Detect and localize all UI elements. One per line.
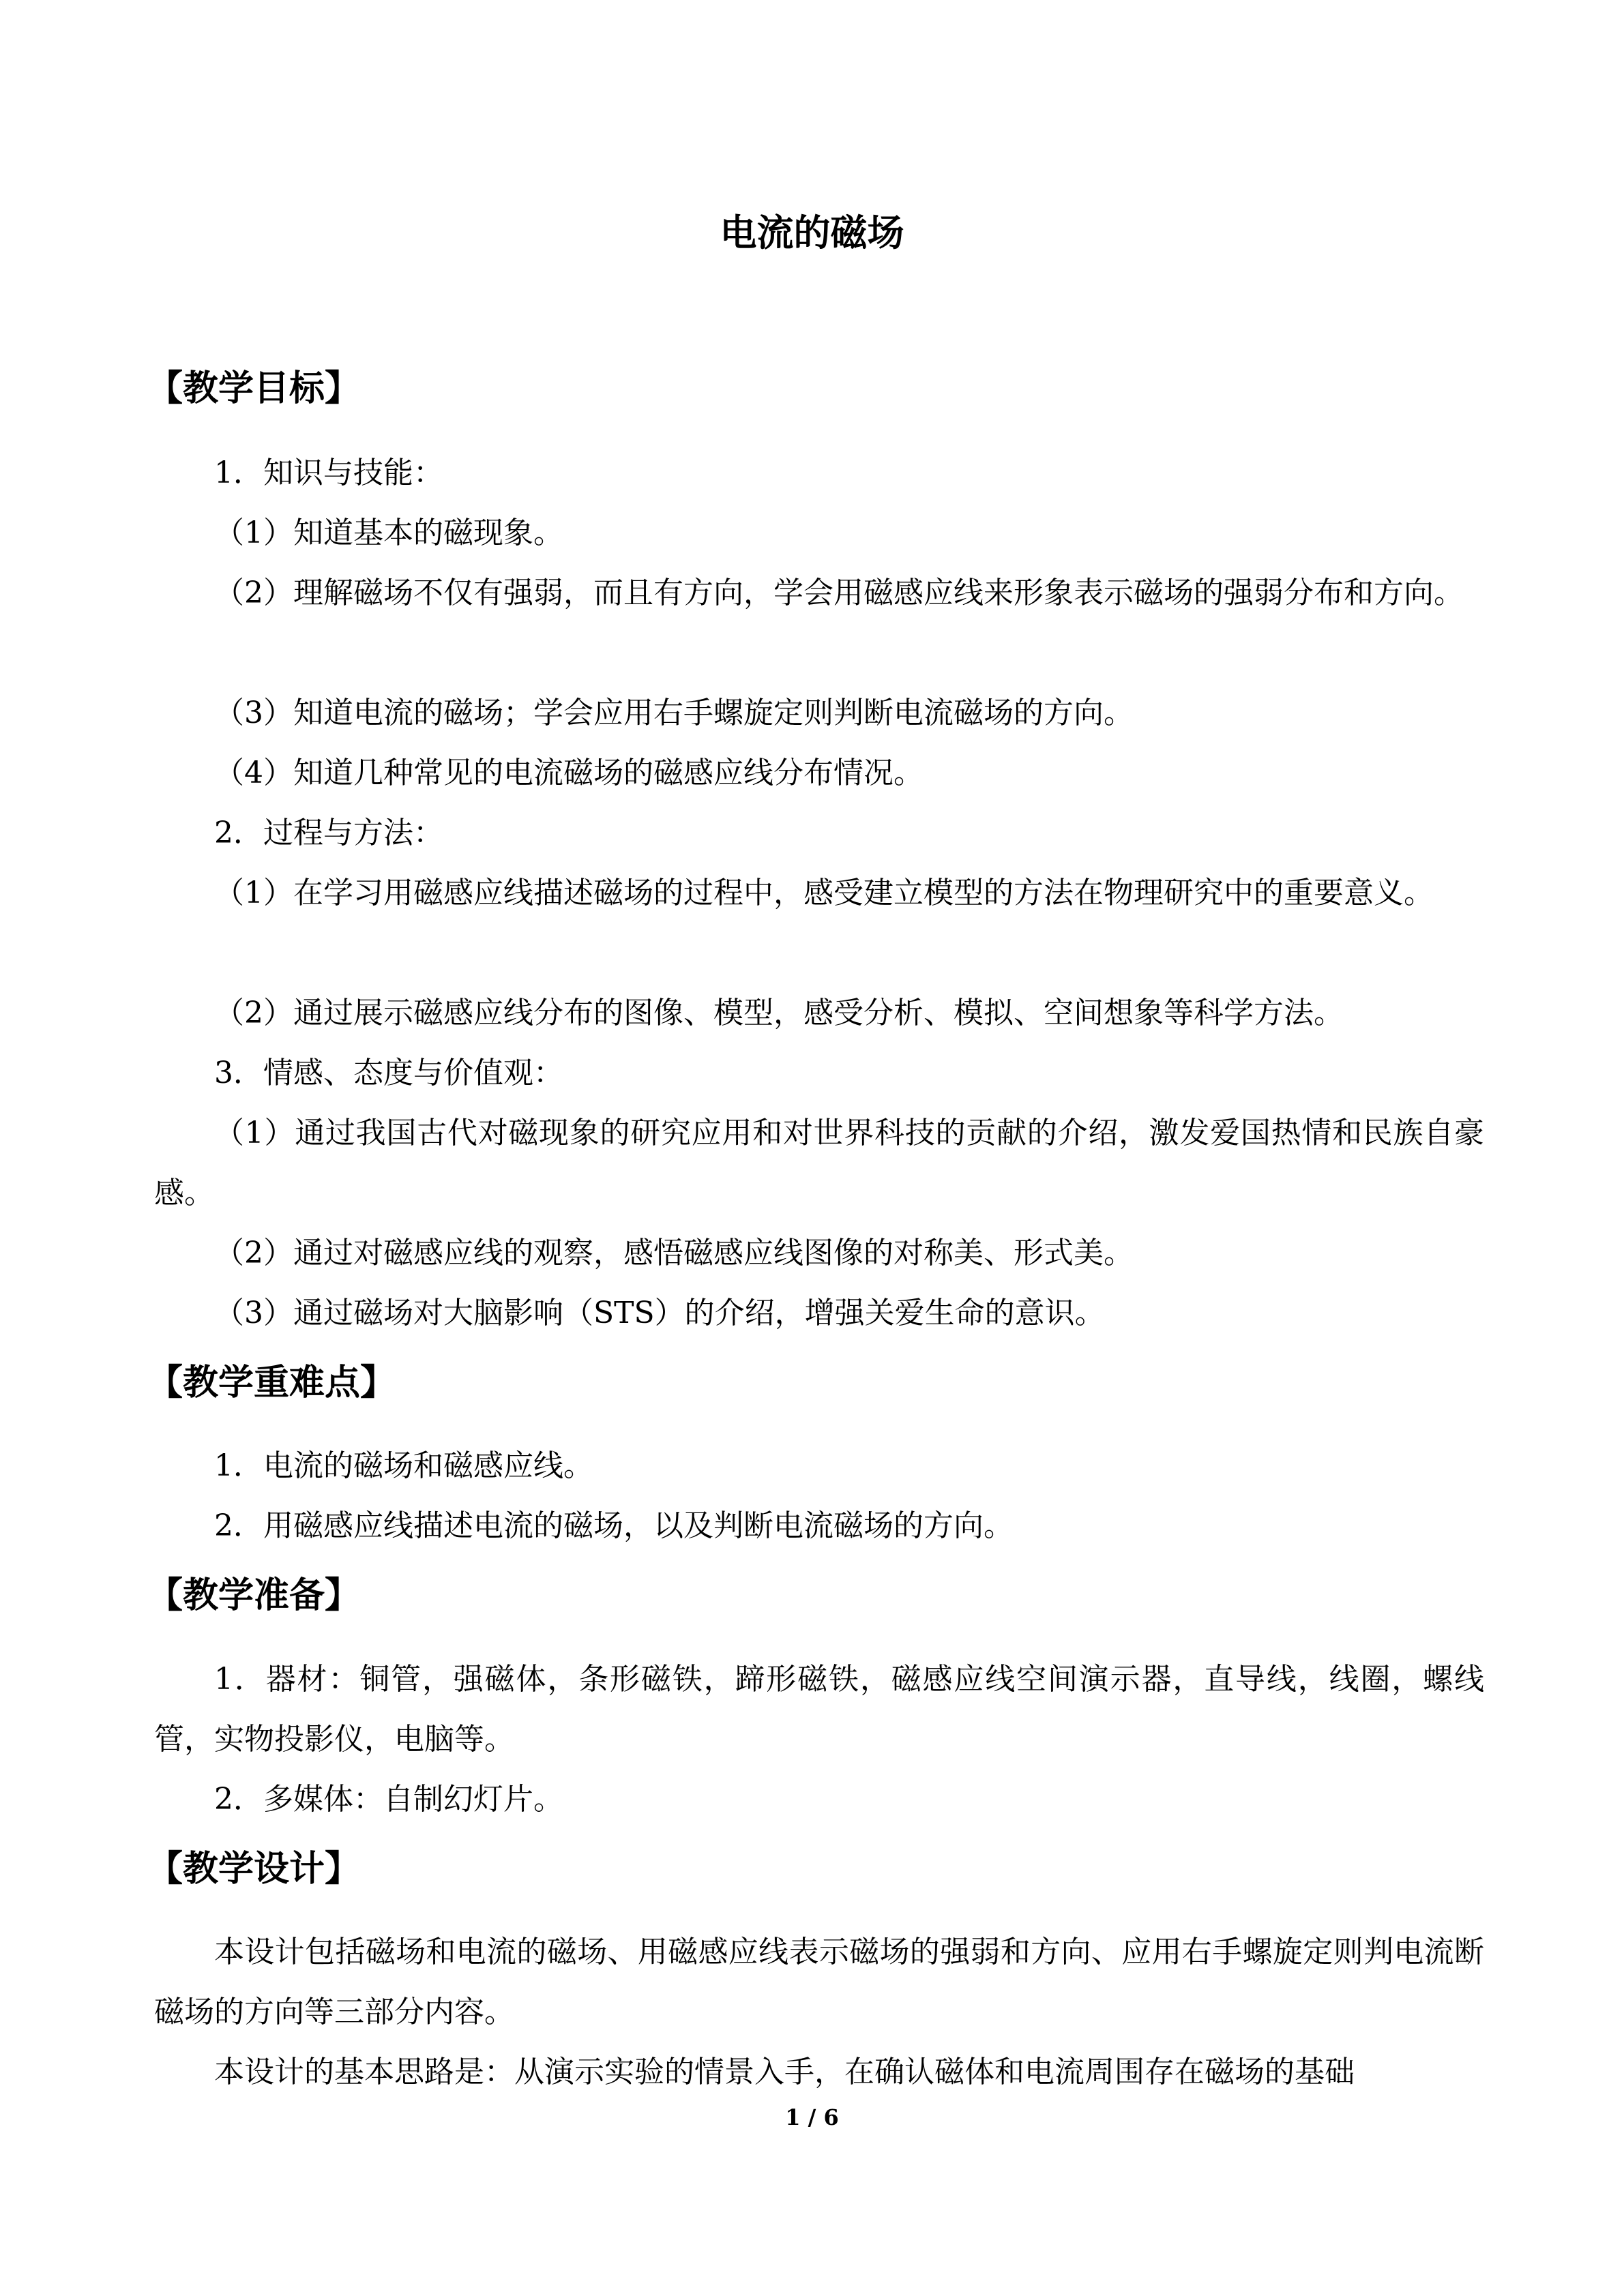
paragraph: 2．过程与方法： xyxy=(214,816,443,850)
paragraph: 本设计的基本思路是：从演示实验的情景入手，在确认磁体和电流周围存在磁场的基础 xyxy=(214,2055,1355,2089)
paragraph: （3）通过磁场对大脑影响（STS）的介绍，增强关爱生命的意识。 xyxy=(214,1296,1105,1330)
paragraph: 3．情感、态度与价值观： xyxy=(214,1056,563,1090)
paragraph: 1．器材：铜管，强磁体，条形磁铁，蹄形磁铁，磁感应线空间演示器，直导线，线圈，螺线管，实物投影仪，电脑等。 xyxy=(154,1662,1484,1757)
paragraph: 本设计包括磁场和电流的磁场、用磁感应线表示磁场的强弱和方向、应用右手螺旋定则判电流断磁场的方向等三部分内容。 xyxy=(154,1935,1484,2029)
paragraph: 2．用磁感应线描述电流的磁场，以及判断电流磁场的方向。 xyxy=(214,1508,1014,1543)
section-heading-objectives: 【教学目标】 xyxy=(147,368,361,409)
section-heading-design: 【教学设计】 xyxy=(147,1848,361,1890)
section-heading-key-points: 【教学重难点】 xyxy=(147,1362,396,1403)
paragraph: （2）通过展示磁感应线分布的图像、模型，感受分析、模拟、空间想象等科学方法。 xyxy=(214,996,1344,1030)
paragraph: 2．多媒体：自制幻灯片。 xyxy=(214,1782,563,1817)
document-title: 电流的磁场 xyxy=(720,211,904,254)
paragraph: 1．电流的磁场和磁感应线。 xyxy=(214,1448,593,1483)
page-number: 1 / 6 xyxy=(785,2104,839,2130)
paragraph: （1）通过我国古代对磁现象的研究应用和对世界科技的贡献的介绍，激发爱国热情和民族自豪感。 xyxy=(154,1116,1484,1210)
section-heading-preparation: 【教学准备】 xyxy=(147,1575,361,1616)
paragraph: （1）在学习用磁感应线描述磁场的过程中，感受建立模型的方法在物理研究中的重要意义。 xyxy=(214,876,1434,910)
paragraph: （2）通过对磁感应线的观察，感悟磁感应线图像的对称美、形式美。 xyxy=(214,1236,1134,1270)
paragraph: （1）知道基本的磁现象。 xyxy=(214,516,563,550)
paragraph: （2）理解磁场不仅有强弱，而且有方向，学会用磁感应线来形象表示磁场的强弱分布和方向。 xyxy=(214,576,1464,610)
paragraph: （3）知道电流的磁场；学会应用右手螺旋定则判断电流磁场的方向。 xyxy=(214,696,1134,730)
paragraph: 1．知识与技能： xyxy=(214,456,443,490)
paragraph: （4）知道几种常见的电流磁场的磁感应线分布情况。 xyxy=(214,756,924,790)
